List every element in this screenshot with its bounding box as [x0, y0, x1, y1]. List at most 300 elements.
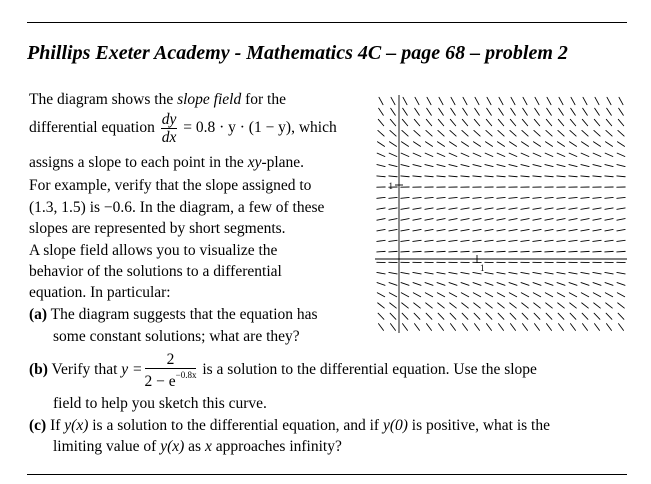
- slope-segment: [593, 272, 601, 273]
- slope-segment: [605, 142, 612, 147]
- slope-segment: [389, 208, 397, 209]
- slope-segment: [521, 272, 529, 273]
- slope-segment: [533, 293, 540, 297]
- top-rule: [27, 22, 627, 23]
- slope-segment: [497, 142, 504, 147]
- slope-segment: [461, 283, 469, 286]
- slope-segment: [449, 208, 457, 209]
- slope-segment: [509, 272, 517, 273]
- slope-segment: [389, 240, 397, 241]
- slope-segment: [437, 142, 444, 147]
- slope-segment: [521, 283, 529, 286]
- slope-segment: [533, 208, 541, 209]
- slope-segment: [425, 229, 433, 230]
- slope-segment: [426, 313, 432, 319]
- slope-segment: [569, 197, 577, 198]
- slope-segment: [391, 97, 395, 104]
- slope-segment: [522, 324, 527, 331]
- slope-segment: [473, 219, 481, 221]
- slope-segment: [402, 313, 408, 319]
- slope-segment: [413, 293, 420, 297]
- slope-segment: [533, 219, 541, 221]
- slope-segment: [509, 153, 517, 156]
- slope-segment: [545, 240, 553, 241]
- slope-segment: [413, 176, 421, 177]
- part-c-line-1: (c) If y(x) is a solution to the differential equation, and if y(0) is positive, what is the: [29, 417, 550, 434]
- solution-fraction: $\frac{2}{2 - e^{-0.8x}}$: [144, 350, 197, 391]
- slope-segment: [461, 142, 468, 147]
- slope-segment: [439, 108, 444, 115]
- slope-segment: [474, 303, 481, 308]
- slope-segment: [594, 324, 599, 331]
- slope-segment: [401, 153, 409, 156]
- slope-segment: [473, 197, 481, 198]
- slope-segment: [546, 130, 552, 136]
- slope-segment: [401, 240, 409, 241]
- slope-segment: [571, 108, 576, 115]
- slope-segment: [521, 208, 529, 209]
- slope-segment: [557, 251, 565, 252]
- bottom-rule: [27, 474, 627, 475]
- slope-segment: [463, 108, 468, 115]
- slope-segment: [485, 229, 493, 230]
- slope-segment: [461, 165, 469, 167]
- slope-segment: [581, 165, 589, 167]
- slope-segment: [413, 153, 421, 156]
- slope-segment: [497, 283, 505, 286]
- slope-segment: [473, 251, 481, 252]
- slope-segment: [606, 119, 611, 125]
- slope-segment: [569, 219, 577, 221]
- slope-segment: [522, 303, 529, 308]
- slope-segment: [403, 108, 408, 115]
- slope-segment: [605, 272, 613, 273]
- slope-segment: [377, 176, 385, 177]
- part-a-line-1: (a) The diagram suggests that the equation has: [29, 306, 318, 323]
- slope-segment: [450, 303, 457, 308]
- slope-segment: [414, 119, 419, 125]
- slope-segment: [522, 313, 528, 319]
- slope-segment: [499, 108, 504, 115]
- slope-segment: [462, 303, 469, 308]
- slope-segment: [497, 153, 505, 156]
- slope-segment: [510, 119, 515, 125]
- slope-segment: [545, 165, 553, 167]
- slope-segment: [557, 283, 565, 286]
- slope-segment: [605, 219, 613, 221]
- intro-line-4: For example, verify that the slope assigned to: [29, 177, 312, 194]
- slope-segment: [605, 229, 613, 230]
- slope-segment: [449, 165, 457, 167]
- slope-segment: [534, 324, 539, 331]
- slope-segment: [617, 251, 625, 252]
- slope-segment: [425, 240, 433, 241]
- slope-segment: [485, 272, 493, 273]
- slope-segment: [413, 208, 421, 209]
- slope-segment: [617, 165, 625, 167]
- slope-segment: [497, 176, 505, 177]
- slope-segment: [402, 303, 409, 308]
- slope-segment: [581, 240, 589, 241]
- slope-segment: [546, 119, 551, 125]
- slope-segment: [593, 251, 601, 252]
- slope-segment: [377, 142, 384, 147]
- slope-segment: [593, 229, 601, 230]
- slope-segment: [378, 119, 383, 125]
- slope-segment: [425, 165, 433, 167]
- slope-segment: [485, 293, 492, 297]
- slope-segment: [557, 229, 565, 230]
- slope-segment: [617, 219, 625, 221]
- slope-segment: [582, 313, 588, 319]
- slope-segment: [425, 251, 433, 252]
- slope-segment: [535, 97, 539, 104]
- slope-segment: [498, 130, 504, 136]
- slope-segment: [413, 240, 421, 241]
- slope-segment: [438, 313, 444, 319]
- slope-segment: [618, 324, 623, 331]
- slope-segment: [535, 108, 540, 115]
- intro-line-6: slopes are represented by short segments.: [29, 220, 286, 237]
- slope-segment: [617, 176, 625, 177]
- slope-segment: [581, 283, 589, 286]
- slope-segment: [449, 176, 457, 177]
- slope-segment: [533, 176, 541, 177]
- slope-segment: [569, 208, 577, 209]
- slope-segment: [558, 324, 563, 331]
- slope-segment: [509, 165, 517, 167]
- slope-segment: [451, 108, 456, 115]
- slope-segment: [497, 229, 505, 230]
- slope-segment: [581, 197, 589, 198]
- slope-segment: [414, 303, 421, 308]
- slope-segment: [461, 293, 468, 297]
- slope-segment: [425, 283, 433, 286]
- slope-segment: [593, 197, 601, 198]
- part-c-line-2: limiting value of y(x) as x approaches infinity?: [53, 438, 342, 455]
- slope-segment: [437, 165, 445, 167]
- slope-segment: [425, 272, 433, 273]
- slope-segment: [570, 119, 575, 125]
- slope-segment: [521, 229, 529, 230]
- slope-segment: [413, 251, 421, 252]
- slope-segment: [606, 130, 612, 136]
- slope-segment: [449, 272, 457, 273]
- slope-segment: [618, 119, 623, 125]
- slope-segment: [559, 97, 563, 104]
- slope-segment: [390, 119, 395, 125]
- slope-segment: [545, 251, 553, 252]
- slope-segment: [377, 229, 385, 230]
- slope-segment: [593, 293, 600, 297]
- slope-segment: [594, 130, 600, 136]
- slope-segment: [582, 324, 587, 331]
- slope-segment: [414, 313, 420, 319]
- slope-segment: [449, 240, 457, 241]
- slope-segment: [425, 142, 432, 147]
- slope-segment: [413, 165, 421, 167]
- slope-segment: [390, 303, 397, 308]
- slope-segment: [377, 240, 385, 241]
- slope-segment: [619, 108, 624, 115]
- slope-segment: [569, 142, 576, 147]
- part-b-line-2: field to help you sketch this curve.: [53, 395, 267, 412]
- slope-segment: [437, 176, 445, 177]
- slope-segment: [509, 208, 517, 209]
- slope-segment: [521, 165, 529, 167]
- slope-segment: [619, 97, 623, 104]
- slope-segment: [593, 153, 601, 156]
- slope-segment: [425, 153, 433, 156]
- slope-segment: [533, 165, 541, 167]
- slope-segment: [402, 324, 407, 331]
- slope-segment: [377, 272, 385, 273]
- slope-segment: [485, 240, 493, 241]
- slope-segment: [414, 130, 420, 136]
- slope-segment: [415, 108, 420, 115]
- slope-segment: [378, 313, 384, 319]
- slope-segment: [426, 119, 431, 125]
- slope-segment: [401, 165, 409, 167]
- slope-segment: [450, 130, 456, 136]
- slope-segment: [437, 293, 444, 297]
- slope-segment: [509, 229, 517, 230]
- slope-segment: [401, 272, 409, 273]
- slope-segment: [437, 208, 445, 209]
- slope-segment: [486, 324, 491, 331]
- slope-segment: [545, 197, 553, 198]
- slope-segment: [617, 208, 625, 209]
- slope-segment: [462, 130, 468, 136]
- slope-segment: [581, 176, 589, 177]
- slope-segment: [461, 197, 469, 198]
- slope-segment: [389, 229, 397, 230]
- slope-segment: [581, 153, 589, 156]
- part-b-line-1: (b) Verify that y = $\frac{2}{2 - e^{-0.8x}}$ is a solution to the differential equation. Use the slope: [29, 350, 537, 391]
- slope-segment: [617, 272, 625, 273]
- slope-segment: [522, 119, 527, 125]
- slope-segment: [389, 197, 397, 198]
- slope-segment: [534, 130, 540, 136]
- slope-segment: [593, 176, 601, 177]
- slope-segment: [462, 119, 467, 125]
- intro-line-9: equation. In particular:: [29, 284, 171, 301]
- slope-segment: [389, 142, 396, 147]
- slope-segment: [521, 142, 528, 147]
- slope-segment: [605, 283, 613, 286]
- slope-segment: [545, 176, 553, 177]
- slope-segment: [474, 119, 479, 125]
- slope-segment: [618, 313, 624, 319]
- slope-segment: [557, 219, 565, 221]
- slope-segment: [401, 197, 409, 198]
- slope-segment: [378, 130, 384, 136]
- slope-segment: [425, 219, 433, 221]
- slope-segment: [473, 176, 481, 177]
- slope-segment: [533, 272, 541, 273]
- slope-segment: [450, 324, 455, 331]
- slope-segment: [473, 283, 481, 286]
- slope-segment: [389, 293, 396, 297]
- slope-segment: [534, 303, 541, 308]
- slope-segment: [461, 251, 469, 252]
- slope-segment: [474, 313, 480, 319]
- slope-segment: [437, 229, 445, 230]
- slope-segment: [570, 303, 577, 308]
- slope-segment: [475, 108, 480, 115]
- slope-segment: [449, 197, 457, 198]
- slope-segment: [389, 153, 397, 156]
- slope-segment: [509, 176, 517, 177]
- slope-segment: [569, 176, 577, 177]
- slope-segment: [607, 97, 611, 104]
- slope-segment: [509, 240, 517, 241]
- slope-segment: [437, 240, 445, 241]
- slope-segment: [401, 229, 409, 230]
- slope-segment: [401, 208, 409, 209]
- slope-segment: [617, 153, 625, 156]
- slope-segment: [582, 303, 589, 308]
- slope-segment: [486, 130, 492, 136]
- slope-segment: [521, 293, 528, 297]
- slope-segment: [545, 272, 553, 273]
- slope-segment: [569, 229, 577, 230]
- slope-segment: [450, 119, 455, 125]
- slope-segment: [605, 240, 613, 241]
- slope-segment: [461, 229, 469, 230]
- slope-segment: [401, 176, 409, 177]
- slope-segment: [605, 197, 613, 198]
- slope-segment: [594, 303, 601, 308]
- slope-segment: [449, 229, 457, 230]
- slope-segment: [473, 165, 481, 167]
- dy-dx-fraction: $\frac{dy}{dx}$: [161, 110, 177, 146]
- slope-segment: [474, 324, 479, 331]
- intro-line-8: behavior of the solutions to a differential: [29, 263, 282, 280]
- slope-segment: [545, 229, 553, 230]
- slope-segment: [425, 176, 433, 177]
- slope-segment: [485, 176, 493, 177]
- slope-segment: [547, 97, 551, 104]
- slope-segment: [437, 219, 445, 221]
- slope-segment: [438, 130, 444, 136]
- slope-segment: [391, 108, 396, 115]
- slope-segment: [595, 108, 600, 115]
- slope-segment: [378, 324, 383, 331]
- slope-segment: [437, 251, 445, 252]
- slope-segment: [509, 251, 517, 252]
- slope-segment: [425, 197, 433, 198]
- slope-segment: [427, 108, 432, 115]
- slope-segment: [509, 197, 517, 198]
- slope-segment: [389, 272, 397, 273]
- slope-segment: [461, 272, 469, 273]
- slope-segment: [569, 251, 577, 252]
- slope-segment: [581, 272, 589, 273]
- slope-segment: [559, 108, 564, 115]
- slope-segment: [605, 293, 612, 297]
- slope-segment: [546, 313, 552, 319]
- slope-segment: [401, 293, 408, 297]
- slope-segment: [390, 324, 395, 331]
- slope-segment: [617, 197, 625, 198]
- slope-segment: [379, 97, 383, 104]
- slope-segment: [510, 130, 516, 136]
- slope-segment: [545, 219, 553, 221]
- slope-segment: [533, 229, 541, 230]
- slope-segment: [437, 197, 445, 198]
- slope-segment: [521, 153, 529, 156]
- slope-segment: [401, 251, 409, 252]
- intro-line-5: (1.3, 1.5) is −0.6. In the diagram, a few of these: [29, 199, 325, 216]
- slope-segment: [497, 293, 504, 297]
- slope-segment: [413, 142, 420, 147]
- intro-line-2: differential equation $\frac{dy}{dx}$ = 0.8 · y · (1 − y), which: [29, 110, 337, 146]
- slope-segment: [402, 130, 408, 136]
- slope-segment: [594, 119, 599, 125]
- slope-segment: [413, 272, 421, 273]
- slope-segment: [473, 142, 480, 147]
- slope-segment: [605, 153, 613, 156]
- slope-segment: [570, 130, 576, 136]
- slope-segment: [617, 229, 625, 230]
- slope-segment: [474, 130, 480, 136]
- slope-segment: [389, 283, 397, 286]
- slope-segment: [438, 119, 443, 125]
- slope-segment: [449, 219, 457, 221]
- slope-segment: [413, 283, 421, 286]
- slope-segment: [582, 119, 587, 125]
- slope-segment: [390, 130, 396, 136]
- slope-segment: [557, 197, 565, 198]
- slope-segment: [606, 324, 611, 331]
- slope-segment: [377, 283, 385, 286]
- slope-segment: [510, 313, 516, 319]
- slope-segment: [486, 119, 491, 125]
- slope-segment: [414, 324, 419, 331]
- slope-segment: [485, 208, 493, 209]
- slope-segment: [390, 313, 396, 319]
- slope-segment: [557, 142, 564, 147]
- slope-segment: [437, 283, 445, 286]
- slope-segment: [557, 208, 565, 209]
- slope-segment: [583, 97, 587, 104]
- slope-segment: [521, 251, 529, 252]
- slope-segment: [533, 142, 540, 147]
- slope-segment: [581, 251, 589, 252]
- slope-segment: [547, 108, 552, 115]
- slope-segment: [473, 208, 481, 209]
- slope-segment: [545, 142, 552, 147]
- slope-segment: [485, 283, 493, 286]
- slope-segment: [377, 197, 385, 198]
- slope-segment: [402, 119, 407, 125]
- part-a-line-2: some constant solutions; what are they?: [53, 328, 300, 345]
- intro-line-7: A slope field allows you to visualize the: [29, 242, 278, 259]
- slope-segment: [389, 251, 397, 252]
- slope-segment: [617, 293, 624, 297]
- slope-segment: [426, 303, 433, 308]
- slope-segment: [463, 97, 467, 104]
- slope-segment: [545, 153, 553, 156]
- slope-segment: [533, 251, 541, 252]
- slope-segment: [413, 197, 421, 198]
- slope-segment: [449, 283, 457, 286]
- slope-segment: [581, 229, 589, 230]
- slope-segment: [473, 240, 481, 241]
- slope-segment: [618, 130, 624, 136]
- slope-segment: [377, 208, 385, 209]
